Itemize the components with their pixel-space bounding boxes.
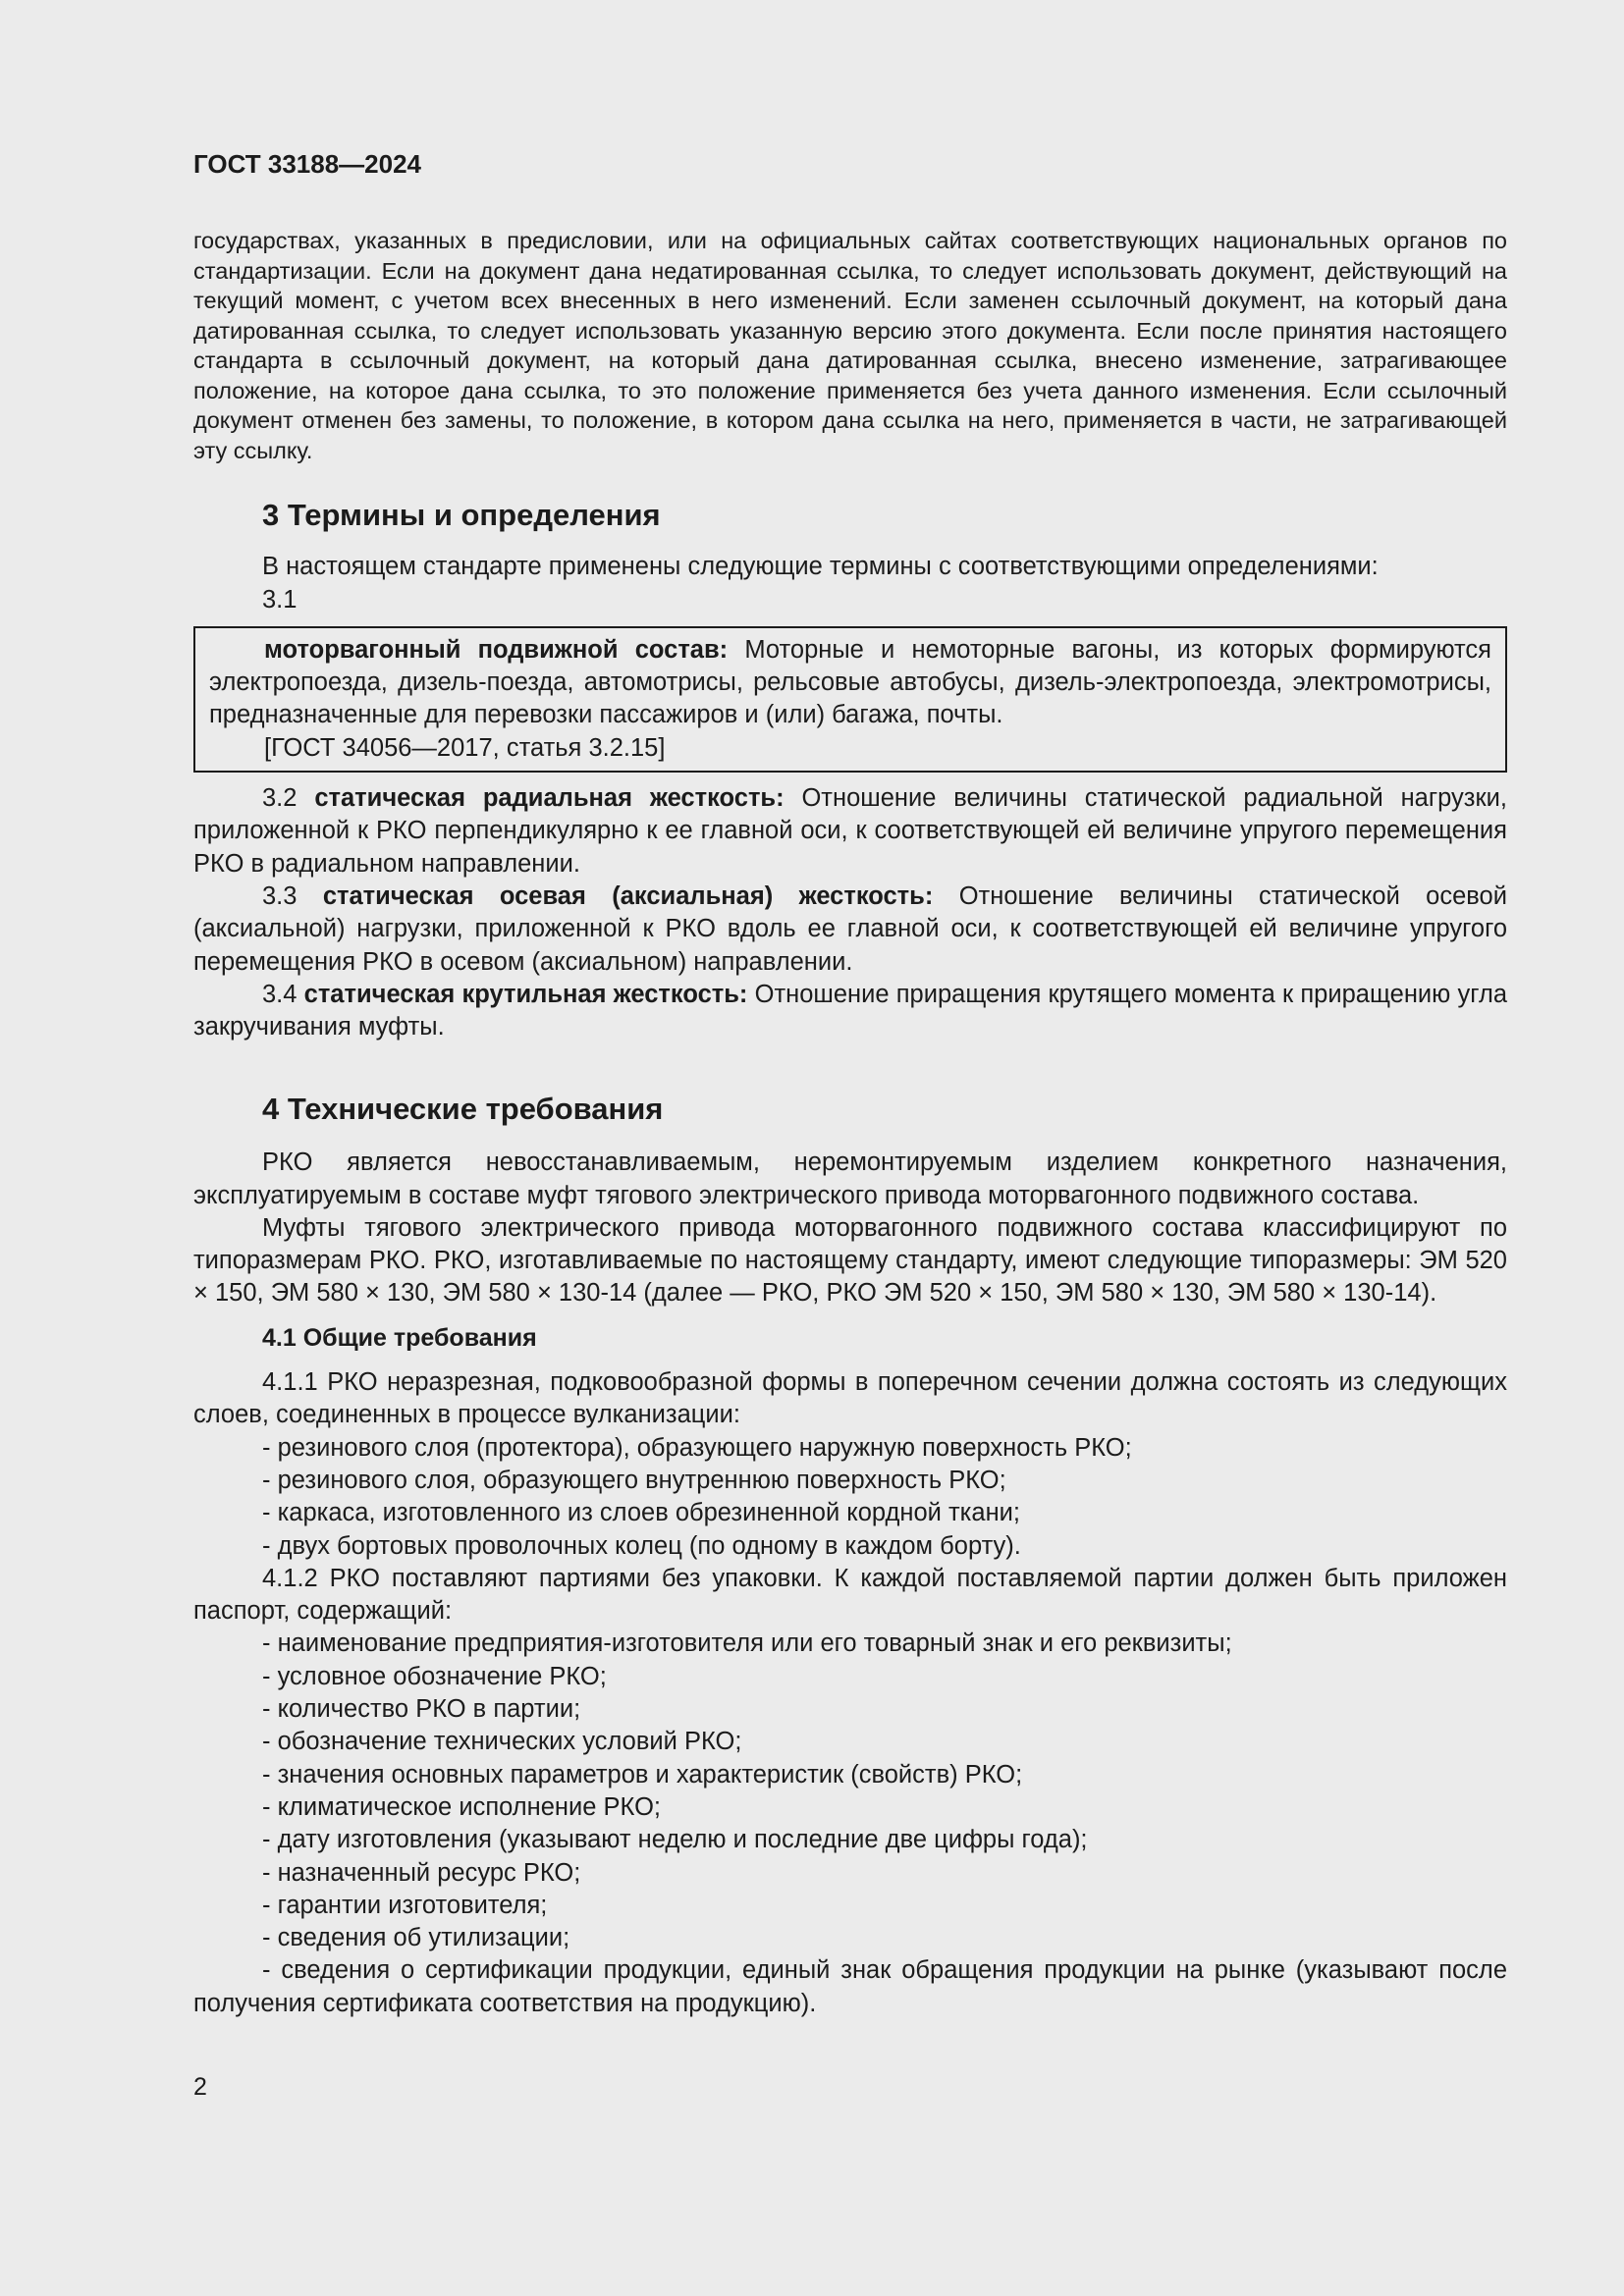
list-item: - сведения о сертификации продукции, единый знак обращения продукции на рынке (указывают после получения сертификата соответствия на продукцию).	[193, 1956, 1507, 2017]
list-item: - сведения об утилизации;	[262, 1924, 570, 1952]
term-3-3-number: 3.3	[262, 881, 298, 910]
term-3-4	[193, 979, 1507, 1044]
list-item: - назначенный ресурс РКО;	[262, 1858, 581, 1887]
list-item: - количество РКО в партии;	[262, 1695, 581, 1724]
section-4-paragraph-1: РКО является невосстанавливаемым, неремонтируемым изделием конкретного назначения, эксплуатируемым в составе муфт тягового электрического привода моторвагонного подвижного состава.	[193, 1148, 1507, 1209]
term-3-4-term: статическая крутильная жесткость:	[303, 980, 748, 1008]
section-3-intro: В настоящем стандарте применены следующие термины с соответствующими определениями:	[262, 553, 1379, 581]
list-item: - резинового слоя (протектора), образующего наружную поверхность РКО;	[262, 1433, 1132, 1462]
section-4-paragraph-2: Муфты тягового электрического привода моторвагонного подвижного состава классифицируют по типоразмерам РКО. РКО, изготавливаемые по настоящему стандарту, имеют следующие типоразмеры: ЭМ 520 × 150, ЭМ 580 × 130, ЭМ 580 × 130-14 (далее — РКО, РКО ЭМ 520 × 150, ЭМ 580 × 130, ЭМ 580 × 130-14).	[193, 1213, 1507, 1308]
term-3-2-term: статическая радиальная жесткость:	[314, 784, 785, 813]
term-3-3	[193, 881, 1507, 979]
term-3-1-text	[209, 634, 1491, 732]
list-item: - обозначение технических условий РКО;	[262, 1728, 742, 1756]
list-item: - каркаса, изготовленного из слоев обрезиненной кордной ткани;	[262, 1499, 1020, 1527]
list-item: - условное обозначение РКО;	[262, 1662, 607, 1690]
section-3	[193, 499, 1507, 1043]
term-3-3-definition: Отношение величины статической осевой (аксиальной) нагрузки, приложенной к РКО вдоль ее главной оси, к соответствующей ей величине упругого перемещения РКО в осевом (аксиальном) направлении.	[193, 881, 1507, 976]
clause-4-1-1: 4.1.1 РКО неразрезная, подковообразной формы в поперечном сечении должна состоять из следующих слоев, соединенных в процессе вулканизации:	[193, 1368, 1507, 1429]
list-item: - климатическое исполнение РКО;	[262, 1792, 661, 1821]
page-number: 2	[193, 2073, 207, 2101]
list-item: - дату изготовления (указывают неделю и последние две цифры года);	[262, 1826, 1088, 1854]
list-item: - резинового слоя, образующего внутреннюю поверхность РКО;	[262, 1466, 1006, 1494]
term-3-1-reference: [ГОСТ 34056—2017, статья 3.2.15]	[264, 733, 666, 762]
list-item: - значения основных параметров и характеристик (свойств) РКО;	[262, 1760, 1023, 1789]
document-code-header: ГОСТ 33188—2024	[193, 149, 421, 179]
term-3-2-definition: Отношение величины статической радиальной нагрузки, приложенной к РКО перпендикулярно к ее главной оси, к соответствующей ей величине упругого перемещения РКО в радиальном направлении.	[193, 784, 1507, 878]
term-3-3-term: статическая осевая (аксиальная) жесткость:	[322, 881, 934, 910]
section-4	[193, 1093, 1507, 2020]
subsection-4-1-title: 4.1 Общие требования	[262, 1323, 537, 1352]
term-3-4-number: 3.4	[262, 980, 298, 1008]
term-3-1-number: 3.1	[262, 585, 298, 614]
clause-4-1-2: 4.1.2 РКО поставляют партиями без упаковки. К каждой поставляемой партии должен быть приложен паспорт, содержащий:	[193, 1564, 1507, 1626]
term-3-1-term: моторвагонный подвижной состав:	[264, 635, 729, 664]
term-3-2	[193, 782, 1507, 881]
list-item: - наименование предприятия-изготовителя или его товарный знак и его реквизиты;	[262, 1629, 1232, 1658]
term-3-4-definition: Отношение приращения крутящего момента к приращению угла закручивания муфты.	[193, 980, 1508, 1041]
term-3-1-definition: Моторные и немоторные вагоны, из которых формируются электропоезда, дизель-поезда, автомотрисы, рельсовые автобусы, дизель-электропоезда, электромотрисы, предназначенные для перевозки пассажиров и (или) багажа, почты.	[209, 635, 1491, 729]
section-3-title: 3 Термины и определения	[262, 498, 661, 532]
list-item: - гарантии изготовителя;	[262, 1891, 548, 1919]
list-item: - двух бортовых проволочных колец (по одному в каждом борту).	[262, 1531, 1021, 1560]
term-3-2-number: 3.2	[262, 784, 298, 813]
term-3-1-box	[193, 626, 1507, 773]
intro-paragraph: государствах, указанных в предисловии, или на официальных сайтах соответствующих национальных органов по стандартизации. Если на документ дана недатированная ссылка, то следует использовать документ, действующий на текущий момент, с учетом всех внесенных в него изменений. Если заменен ссылочный документ, на который дана датированная ссылка, то следует использовать указанную версию этого документа. Если после принятия настоящего стандарта в ссылочный документ, на который дана датированная ссылка, внесено изменение, затрагивающее положение, на которое дана ссылка, то это положение применяется без учета данного изменения. Если ссылочный документ отменен без замены, то положение, в котором дана ссылка на него, применяется в части, не затрагивающей эту ссылку.	[193, 228, 1507, 463]
section-4-title: 4 Технические требования	[262, 1092, 664, 1126]
